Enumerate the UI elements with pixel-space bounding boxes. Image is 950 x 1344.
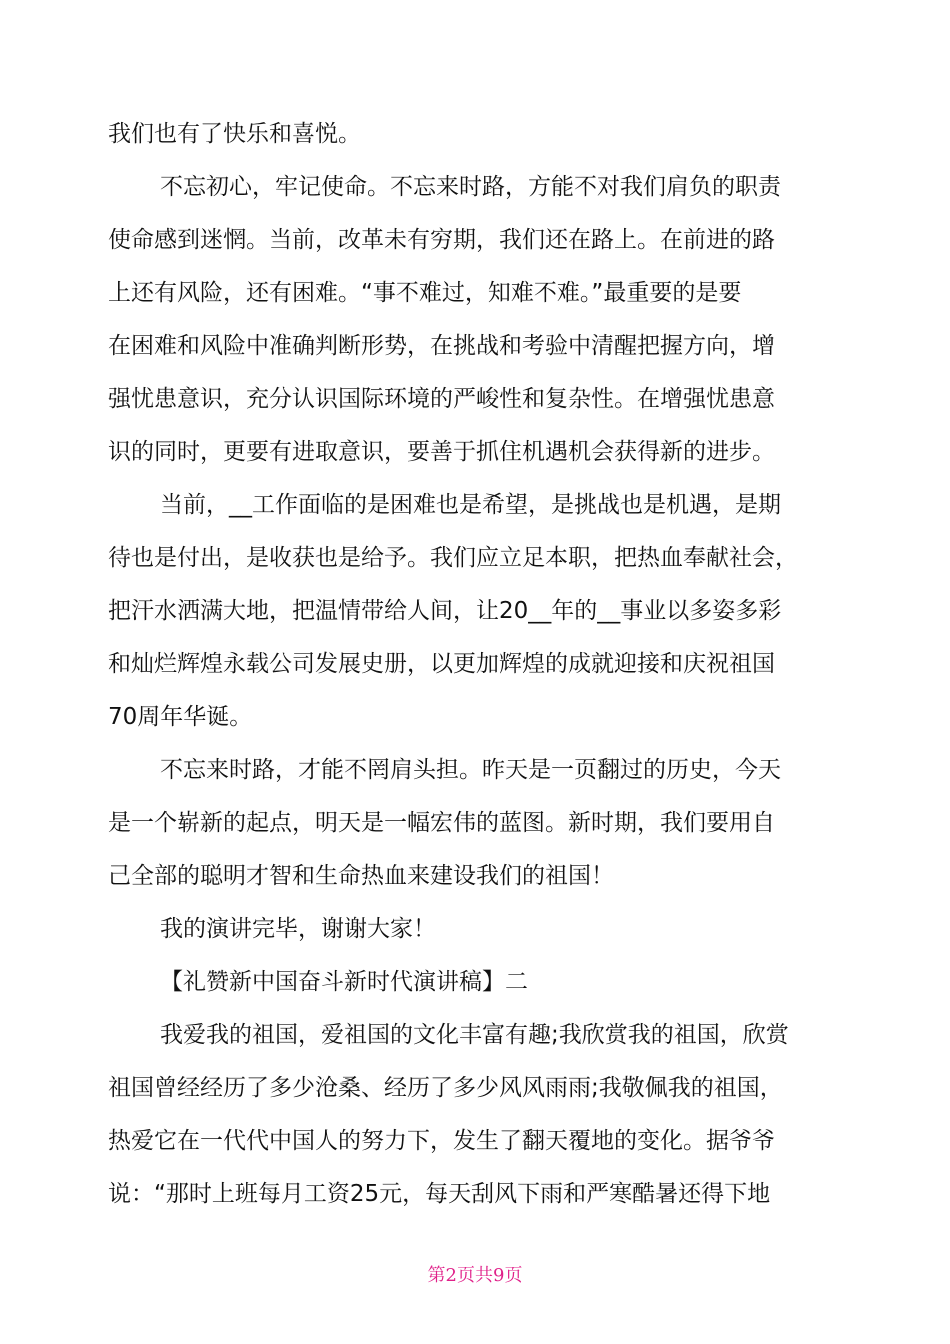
line-text: 不忘来时路，才能不罔肩头担。昨天是一页翻过的历史，今天	[160, 757, 781, 783]
text-line	[0, 114, 950, 154]
paragraph-first-line	[0, 909, 950, 949]
line-text: 识的同时，更要有进取意识，要善于抓住机遇机会获得新的进步。	[108, 439, 775, 465]
line-text: 我们也有了快乐和喜悦。	[108, 121, 361, 147]
paragraph-first-line	[0, 1015, 950, 1055]
text-line	[0, 697, 950, 737]
line-text: 上还有风险，还有困难。“事不难过，知难不难。”最重要的是要	[108, 280, 742, 306]
page-number-footer: 第2页共9页	[427, 1265, 523, 1286]
paragraph-first-line	[0, 167, 950, 207]
line-text: 我的演讲完毕，谢谢大家！	[160, 916, 436, 942]
line-text: 己全部的聪明才智和生命热血来建设我们的祖国！	[108, 863, 614, 889]
line-text: 热爱它在一代代中国人的努力下，发生了翻天覆地的变化。据爷爷	[108, 1128, 775, 1154]
line-text: 把汗水洒满大地，把温情带给人间，让20__年的__事业以多姿多彩	[108, 598, 782, 624]
text-line	[0, 856, 950, 896]
line-text: 使命感到迷惘。当前，改革未有穷期，我们还在路上。在前进的路	[108, 227, 775, 253]
paragraph-first-line	[0, 485, 950, 525]
line-text: 70周年华诞。	[108, 704, 253, 730]
line-text: 在困难和风险中准确判断形势，在挑战和考验中清醒把握方向，增	[108, 333, 775, 359]
text-line	[0, 273, 950, 313]
line-text: 【礼赞新中国奋斗新时代演讲稿】二	[160, 969, 528, 995]
line-text: 待也是付出，是收获也是给予。我们应立足本职，把热血奉献社会，	[108, 545, 798, 571]
text-line	[0, 432, 950, 472]
section-heading	[0, 962, 950, 1002]
text-line	[0, 326, 950, 366]
line-text: 我爱我的祖国，爱祖国的文化丰富有趣;我欣赏我的祖国，欣赏	[160, 1022, 789, 1048]
line-text: 说：“那时上班每月工资25元，每天刮风下雨和严寒酷暑还得下地	[108, 1181, 771, 1207]
line-text: 祖国曾经经历了多少沧桑、经历了多少风风雨雨;我敬佩我的祖国，	[108, 1075, 783, 1101]
paragraph-first-line	[0, 750, 950, 790]
line-text: 当前，__工作面临的是困难也是希望，是挑战也是机遇，是期	[160, 492, 781, 518]
text-line	[0, 538, 950, 578]
text-line	[0, 591, 950, 631]
line-text: 和灿烂辉煌永载公司发展史册，以更加辉煌的成就迎接和庆祝祖国	[108, 651, 775, 677]
text-line	[0, 220, 950, 260]
text-line	[0, 1068, 950, 1108]
text-line	[0, 644, 950, 684]
line-text: 强忧患意识，充分认识国际环境的严峻性和复杂性。在增强忧患意	[108, 386, 775, 412]
text-line	[0, 1174, 950, 1214]
line-text: 是一个崭新的起点，明天是一幅宏伟的蓝图。新时期，我们要用自	[108, 810, 775, 836]
text-line	[0, 803, 950, 843]
line-text: 不忘初心，牢记使命。不忘来时路，方能不对我们肩负的职责	[160, 174, 781, 200]
text-line	[0, 379, 950, 419]
text-line	[0, 1121, 950, 1161]
